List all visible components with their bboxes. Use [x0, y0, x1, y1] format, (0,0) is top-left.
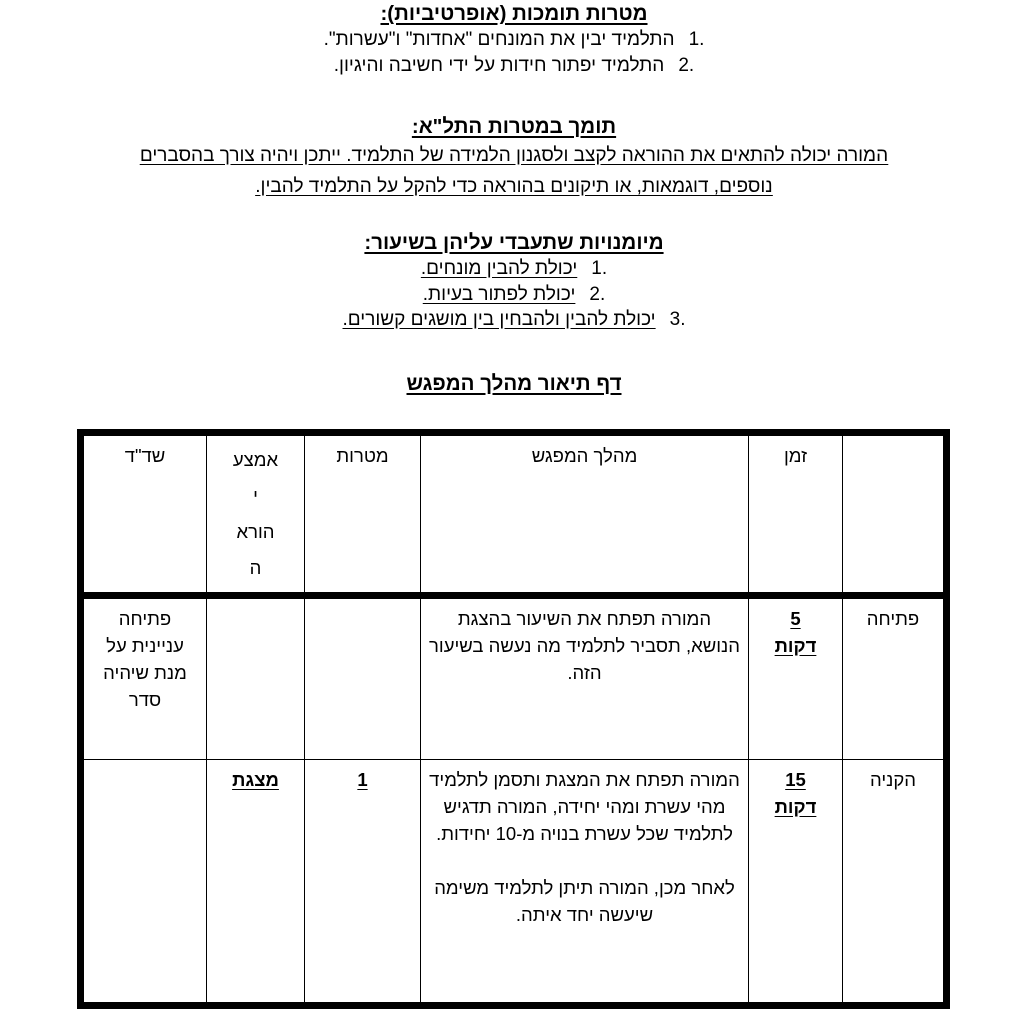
cell-time — [749, 759, 843, 1005]
tla-support-paragraph — [72, 140, 956, 202]
header-sdd: שד"ד — [81, 432, 207, 595]
list-item-text: התלמיד יפתור חידות על ידי חשיבה והיגיון. — [333, 54, 665, 76]
list-item-number: 1. — [591, 258, 608, 279]
header-time: זמן — [749, 432, 843, 595]
table-row — [81, 595, 947, 759]
cell-flow — [421, 759, 749, 1005]
cell-time — [749, 595, 843, 759]
cell-flow-paragraph: המורה תפתח את השיעור בהצגת הנושא, תסביר לתלמיד מה נעשה בשיעור הזה. — [429, 607, 740, 683]
objectives-list — [72, 27, 956, 78]
cell-stage: הקניה — [843, 759, 947, 1005]
spacer — [72, 202, 956, 230]
header-flow: מהלך המפגש — [421, 432, 749, 595]
meeting-plan-table — [77, 429, 950, 1009]
objectives-heading: מטרות תומכות (אופרטיביות): — [380, 2, 648, 25]
cell-sdd: פתיחה עניינית על מנת שיהיה סדר — [81, 595, 207, 759]
paragraph-line: נוספים, דוגמאות, או תיקונים בהוראה כדי להקל על התלמיד להבין. — [255, 176, 773, 197]
header-means-line: אמצע — [232, 448, 279, 470]
spacer — [72, 333, 956, 371]
table-header — [81, 432, 947, 595]
paragraph-line: המורה יכולה להתאים את ההוראה לקצב ולסגנון הלמידה של התלמיד. ייתכן ויהיה צורך בהסברים — [139, 145, 889, 166]
cell-means-value: מצגת — [232, 768, 279, 790]
header-stage — [843, 432, 947, 595]
tla-support-heading: תומך במטרות התל"א: — [411, 115, 617, 138]
list-item-number: 2. — [678, 54, 695, 76]
cell-flow — [421, 595, 749, 759]
cell-means — [207, 759, 305, 1005]
cell-flow-paragraph: לאחר מכן, המורה תיתן לתלמיד משימה שיעשה יחד איתה. — [434, 876, 735, 925]
header-means-stack — [215, 442, 296, 586]
cell-means — [207, 595, 305, 759]
skills-list-item — [72, 282, 956, 308]
objectives-list-item — [72, 53, 956, 79]
cell-sdd — [81, 759, 207, 1005]
meeting-plan-table-wrapper — [78, 429, 950, 1009]
table-row — [81, 759, 947, 1005]
header-means-line: י — [253, 484, 258, 506]
cell-stage: פתיחה — [843, 595, 947, 759]
list-item-number: 3. — [669, 309, 686, 330]
skills-heading: מיומנויות שתעבדי עליהן בשיעור: — [364, 231, 664, 254]
table-header-row — [81, 432, 947, 595]
list-item-number: 1. — [688, 29, 705, 50]
spacer — [72, 397, 956, 429]
cell-goals — [305, 595, 421, 759]
spacer — [72, 78, 956, 108]
list-item-text: התלמיד יבין את המונחים "אחדות" ו"עשרות". — [323, 29, 675, 50]
header-means — [207, 432, 305, 595]
cell-goals — [305, 759, 421, 1005]
cell-time-number: 5 — [790, 607, 801, 629]
header-goals: מטרות — [305, 432, 421, 595]
list-item-number: 2. — [589, 283, 606, 305]
list-item-text: יכולת להבין ולהבחין בין מושגים קשורים. — [342, 309, 656, 330]
header-means-line: הורא — [236, 520, 275, 542]
list-item-text: יכולת להבין מונחים. — [420, 258, 578, 279]
skills-list-item — [72, 256, 956, 282]
objectives-list-item — [72, 27, 956, 53]
header-means-line: ה — [249, 556, 262, 578]
list-item-text: יכולת לפתור בעיות. — [422, 283, 576, 305]
skills-list — [72, 256, 956, 333]
meeting-plan-heading: דף תיאור מהלך המפגש — [406, 371, 622, 395]
cell-flow-paragraph: המורה תפתח את המצגת ותסמן לתלמיד מהי עשרת ומהי יחידה, המורה תדגיש לתלמיד שכל עשרת בנויה מ-10 יחידות. — [429, 768, 740, 844]
cell-time-unit: דקות — [774, 634, 817, 656]
skills-list-item — [72, 307, 956, 333]
table-body — [81, 595, 947, 1005]
cell-time-unit: דקות — [774, 795, 817, 817]
cell-time-number: 15 — [785, 768, 806, 790]
cell-goals-value: 1 — [357, 768, 368, 790]
